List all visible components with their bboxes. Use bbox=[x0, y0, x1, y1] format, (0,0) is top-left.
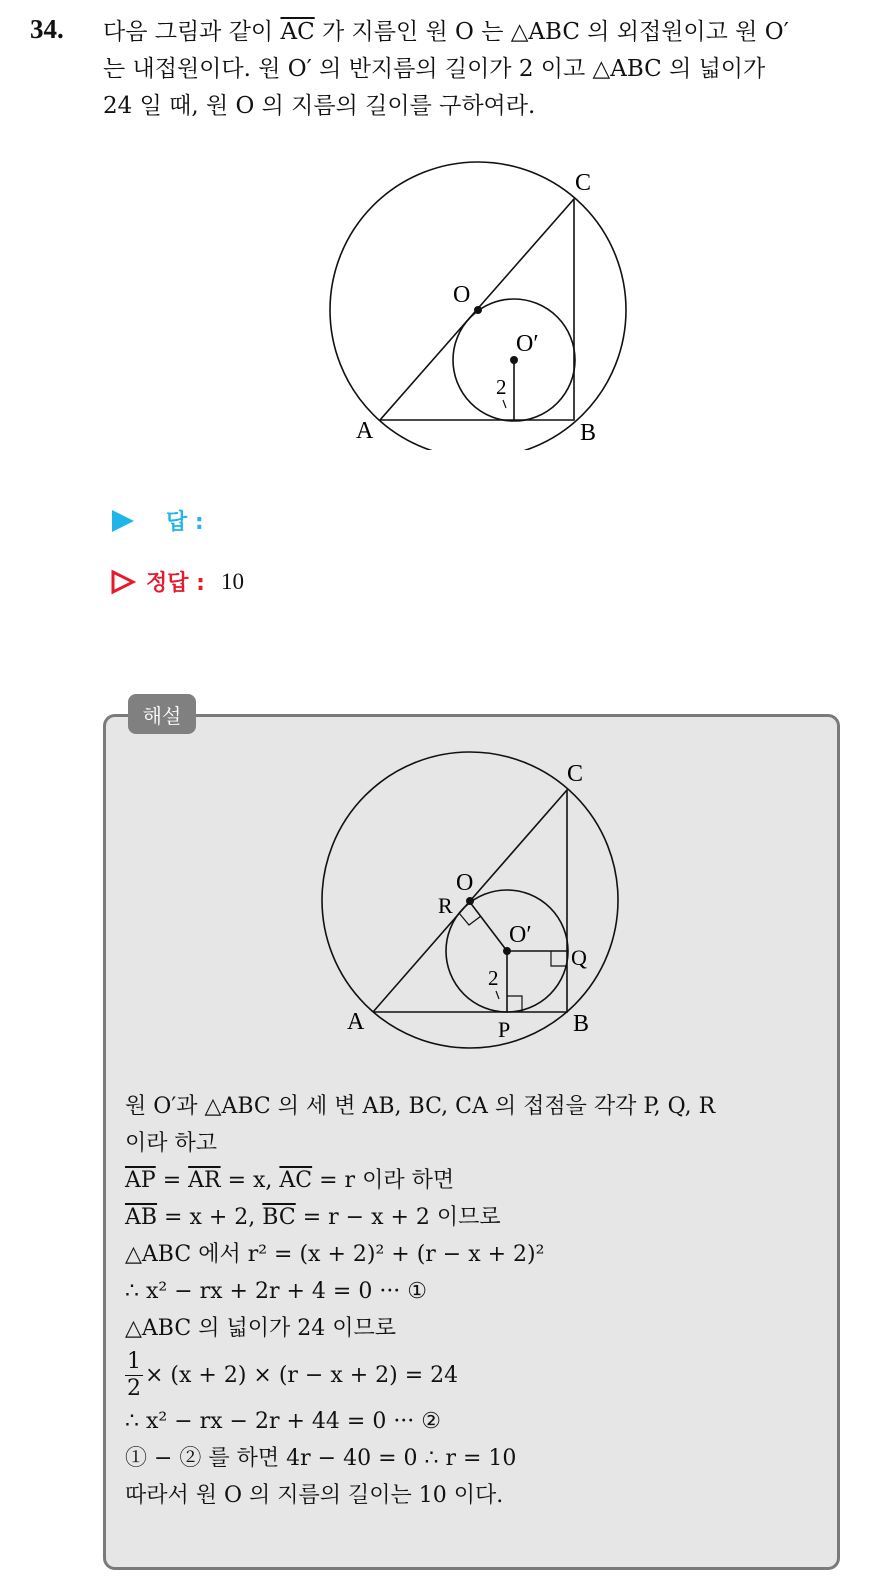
solution-line: $\overline{AP} = \overline{AR} = x$, $\overline{AC} = r$ 이라 하면 bbox=[125, 1168, 455, 1193]
correct-answer-value: 10 bbox=[220, 568, 244, 594]
label-o-prime: O′ bbox=[516, 331, 539, 357]
label-p: P bbox=[498, 1017, 511, 1042]
radius-tick bbox=[503, 400, 506, 408]
question-line-1: 다음 그림과 같이 $\overline{AC}$ 가 지름인 원 O 는 △ABC 의 외접원이고 원 O′ bbox=[103, 19, 789, 45]
answer-label: 답 : bbox=[166, 510, 204, 535]
correct-answer-row bbox=[110, 566, 244, 597]
solution-line: ① − ② 를 하면 4r − 40 = 0 ∴ r = 10 bbox=[125, 1446, 517, 1471]
solution-figure bbox=[305, 745, 645, 1055]
center-o bbox=[466, 897, 474, 905]
center-o-prime bbox=[510, 356, 518, 364]
right-angle-q bbox=[551, 951, 567, 966]
question-text bbox=[103, 14, 863, 125]
center-o bbox=[474, 306, 482, 314]
solution-line: △ABC 의 넓이가 24 이므로 bbox=[125, 1316, 396, 1341]
solution-line: $\overline{AB} = x + 2$, $\overline{BC} = r - x + 2$ 이므로 bbox=[125, 1205, 501, 1230]
answer-row bbox=[110, 505, 204, 536]
solution-line-fraction: $\frac{1}{2}$ × (x + 2) × (r − x + 2) = 24 bbox=[127, 1348, 459, 1401]
solution-line: △ABC 에서 r² = (x + 2)² + (r − x + 2)² bbox=[125, 1242, 545, 1267]
center-o-prime bbox=[503, 947, 511, 955]
correct-answer-label: 정답 : bbox=[146, 571, 205, 596]
label-q: Q bbox=[571, 945, 587, 970]
segment-ac: $\overline{AC}$ bbox=[280, 19, 315, 45]
solution-tab: 해설 bbox=[128, 694, 196, 734]
label-radius: 2 bbox=[488, 966, 499, 990]
label-a: A bbox=[356, 418, 374, 444]
label-b: B bbox=[580, 420, 597, 446]
question-line-2: 는 내접원이다. 원 O′ 의 반지름의 길이가 2 이고 △ABC 의 넓이가 bbox=[103, 56, 766, 82]
label-c: C bbox=[575, 170, 592, 196]
right-angle-r bbox=[459, 913, 481, 925]
label-o: O bbox=[456, 870, 474, 896]
solution-line: ∴ x² − rx − 2r + 44 = 0 ··· ② bbox=[125, 1409, 442, 1434]
solution-text bbox=[125, 1088, 825, 1514]
question-line-3: 24 일 때, 원 O 의 지름의 길이를 구하여라. bbox=[103, 93, 536, 119]
label-b: B bbox=[573, 1011, 590, 1037]
label-o-prime: O′ bbox=[509, 922, 532, 948]
label-o: O bbox=[453, 282, 471, 308]
label-radius: 2 bbox=[496, 375, 507, 399]
outline-arrow-icon bbox=[110, 569, 136, 595]
label-c: C bbox=[567, 761, 584, 787]
radius-o-prime-r bbox=[469, 901, 507, 951]
solution-line: ∴ x² − rx + 2r + 4 = 0 ··· ① bbox=[125, 1279, 428, 1304]
solution-line: 따라서 원 O 의 지름의 길이는 10 이다. bbox=[125, 1483, 504, 1508]
radius-tick bbox=[496, 991, 499, 999]
question-number: 34. bbox=[30, 14, 64, 44]
label-a: A bbox=[347, 1009, 365, 1035]
solution-line: 이라 하고 bbox=[125, 1131, 218, 1156]
fraction-half: $\frac{1}{2}$ bbox=[127, 1348, 141, 1401]
play-arrow-icon bbox=[110, 508, 136, 534]
right-angle-p bbox=[507, 996, 522, 1012]
label-r: R bbox=[438, 893, 453, 918]
solution-line: 원 O′과 △ABC 의 세 변 AB, BC, CA 의 접점을 각각 P, Q, R bbox=[125, 1094, 716, 1119]
problem-figure bbox=[320, 150, 640, 450]
